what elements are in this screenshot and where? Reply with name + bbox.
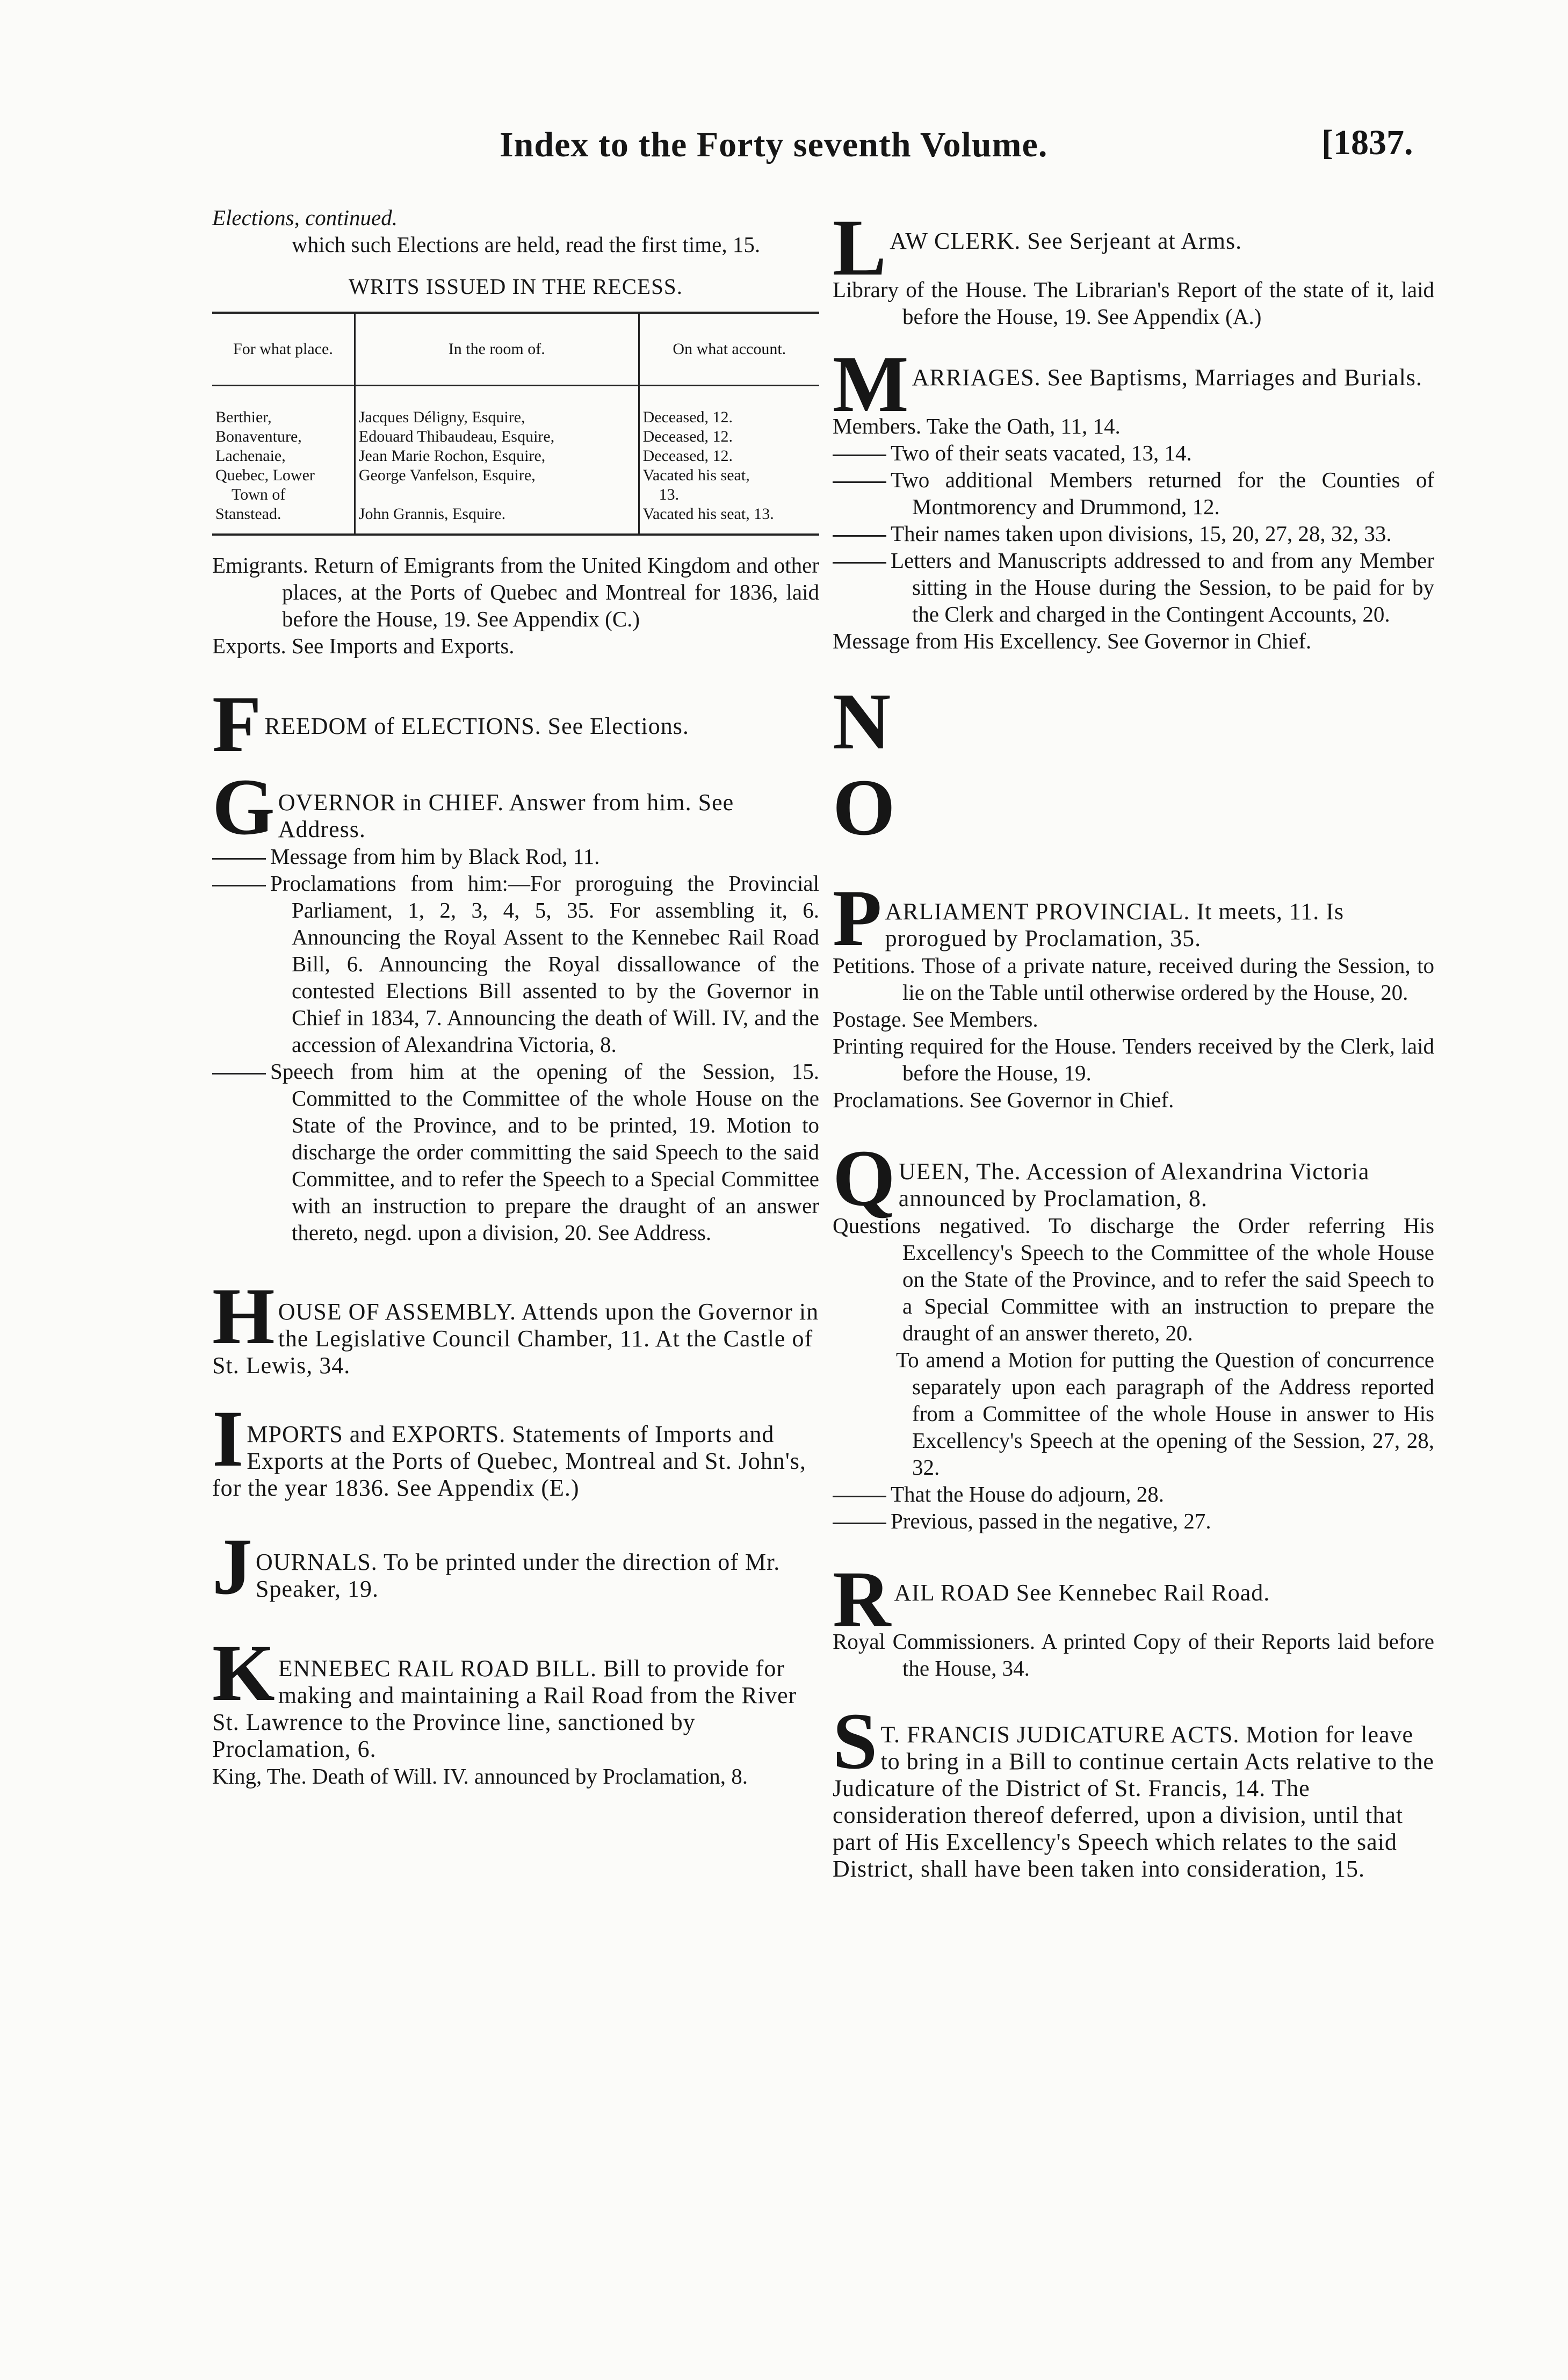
kennebec-section <box>212 1628 819 1763</box>
governor-item: Proclamations from him:—For proroguing the Provincial Parliament, 1, 2, 3, 4, 5, 35. For assembling it, 6. Announcing the Royal Assent to the Kennebec Rail Road Bill, 6. Announcing the Royal dissallowance of the contested Elections Bill assented to by the Governor in Chief in 1834, 7. Announcing the death of Will. IV, and the accession of Alexandrina Victoria, 8. <box>212 870 819 1058</box>
writs-heading: WRITS ISSUED IN THE RECESS. <box>349 274 683 299</box>
imports-entry: MPORTS and EXPORTS. Statements of Imports and Exports at the Ports of Quebec, Montreal and St. John's, for the year 1836. See Appendix (E.) <box>212 1421 806 1501</box>
places-cell <box>212 386 355 535</box>
governor-item: Message from him by Black Rod, 11. <box>212 843 819 870</box>
library-entry: Library of the House. The Librarian's Report of the state of it, laid before the House, 19. See Appendix (A.) <box>833 277 1434 329</box>
governor-section <box>212 762 819 1246</box>
members-item: Two of their seats vacated, 13, 14. <box>833 439 1434 466</box>
rail-entry: AIL ROAD See Kennebec Rail Road. <box>894 1580 1270 1606</box>
stfrancis-entry: T. FRANCIS JUDICATURE ACTS. Motion for leave to bring in a Bill to continue certain Acts relative to the Judicature of the District of St. Francis, 14. The consideration thereof deferred, upon a division, until that part of His Excellency's Speech which relates to the said District, shall have been taken into consideration, 15. <box>833 1721 1434 1882</box>
questions-adjourn: That the House do adjourn, 28. <box>833 1481 1434 1508</box>
place: Bonaventure, <box>215 428 302 445</box>
members-item: Their names taken upon divisions, 15, 20, 27, 28, 32, 33. <box>833 520 1434 547</box>
elections-continued-line: which such Elections are held, read the first time, 15. <box>292 232 761 257</box>
left-column <box>212 204 819 1790</box>
col-header-account: On what account. <box>639 313 819 386</box>
imports-section <box>212 1394 819 1502</box>
elections-continued: Elections, continued. <box>212 205 398 230</box>
drop-letter: J <box>212 1522 252 1611</box>
letter-n: N <box>833 677 891 766</box>
account: Deceased, 12. <box>642 447 733 465</box>
drop-letter: G <box>212 762 275 852</box>
account: Deceased, 12. <box>642 428 733 445</box>
proclamations-entry: Proclamations. See Governor in Chief. <box>833 1087 1174 1112</box>
queen-entry: UEEN, The. Accession of Alexandrina Victoria announced by Proclamation, 8. <box>898 1158 1370 1211</box>
questions-previous: Previous, passed in the negative, 27. <box>833 1508 1434 1534</box>
place: Quebec, Lower <box>215 466 315 484</box>
house-entry: OUSE OF ASSEMBLY. Attends upon the Governor in the Legislative Council Chamber, 11. At the Castle of St. Lewis, 34. <box>212 1299 819 1379</box>
drop-letter: Q <box>833 1134 895 1223</box>
drop-letter: H <box>212 1272 275 1361</box>
kennebec-entry: ENNEBEC RAIL ROAD BILL. Bill to provide for making and maintaining a Rail Road from the River St. Lawrence to the Province line, sanctioned by Proclamation, 6. <box>212 1655 797 1762</box>
account: Vacated his seat, 13. <box>642 505 774 523</box>
journals-section <box>212 1522 819 1611</box>
queen-section <box>833 1134 1434 1223</box>
king-entry: King, The. Death of Will. IV. announced by Proclamation, 8. <box>212 1764 748 1788</box>
right-column <box>833 203 1434 1883</box>
drop-letter: S <box>833 1697 878 1786</box>
col-header-place: For what place. <box>212 313 355 386</box>
account: 13. <box>659 486 680 503</box>
governor-item: Speech from him at the opening of the Session, 15. Committed to the Committee of the whole House on the State of the Province, and to be printed, 19. Motion to discharge the order committing the said Speech to the said Committee, and to refer the Speech to a Special Committee with an instruction to prepare the draught of an answer thereto, negd. upon a division, 20. See Address. <box>212 1058 819 1246</box>
journals-entry: OURNALS. To be printed under the direction of Mr. Speaker, 19. <box>256 1549 781 1602</box>
royal-entry: Royal Commissioners. A printed Copy of their Reports laid before the House, 34. <box>833 1629 1434 1681</box>
message-entry: Message from His Excellency. See Governor in Chief. <box>833 629 1312 653</box>
exports-entry: Exports. See Imports and Exports. <box>212 633 515 658</box>
house-section <box>212 1272 819 1379</box>
members-item: Letters and Manuscripts addressed to and from any Member sitting in the House during the Session, to be paid for by the Clerk and charged in the Contingent Accounts, 20. <box>833 547 1434 628</box>
account: Vacated his seat, <box>642 466 750 484</box>
room: George Vanfelson, Esquire, <box>358 466 536 484</box>
drop-letter: I <box>212 1394 244 1483</box>
letter-o: O <box>833 763 895 852</box>
law-entry: AW CLERK. See Serjeant at Arms. <box>890 228 1242 254</box>
questions-amend: To amend a Motion for putting the Question of concurrence separately upon each paragraph of the Address reported from a Committee of the whole House in answer to His Excellency's Speech at the opening of the Session, 27, 28, 32. <box>896 1347 1434 1480</box>
writs-table <box>212 312 819 536</box>
marriages-entry: ARRIAGES. See Baptisms, Marriages and Burials. <box>912 364 1422 391</box>
drop-letter: P <box>833 874 882 963</box>
rooms-cell <box>355 386 639 535</box>
page-title: Index to the Forty seventh Volume. <box>500 125 1048 164</box>
stfrancis-section <box>833 1697 1434 1883</box>
emigrants-entry: Emigrants. Return of Emigrants from the United Kingdom and other places, at the Ports of Quebec and Montreal for 1836, laid before the House, 19. See Appendix (C.) <box>212 553 819 631</box>
room: John Grannis, Esquire. <box>358 505 506 523</box>
parliament-entry: ARLIAMENT PROVINCIAL. It meets, 11. Is prorogued by Proclamation, 35. <box>885 898 1345 951</box>
accounts-cell <box>639 386 819 535</box>
room: Jacques Déligny, Esquire, <box>358 408 525 426</box>
members-item: Two additional Members returned for the Counties of Montmorency and Drummond, 12. <box>833 466 1434 520</box>
drop-letter: F <box>212 680 262 769</box>
account: Deceased, 12. <box>642 408 733 426</box>
petitions-entry: Petitions. Those of a private nature, received during the Session, to lie on the Table until otherwise ordered by the House, 20. <box>833 953 1434 1005</box>
room <box>359 485 635 504</box>
printing-entry: Printing required for the House. Tenders received by the Clerk, laid before the House, 19. <box>833 1034 1434 1085</box>
place: Town of <box>232 486 286 503</box>
law-section <box>833 203 1434 292</box>
freedom-section <box>212 680 819 769</box>
col-header-room: In the room of. <box>355 313 639 386</box>
drop-letter: K <box>212 1628 275 1718</box>
freedom-entry: REEDOM of ELECTIONS. See Elections. <box>264 713 689 739</box>
postage-entry: Postage. See Members. <box>833 1007 1038 1032</box>
governor-title: OVERNOR in CHIEF. Answer from him. See Address. <box>278 789 734 842</box>
drop-letter: L <box>833 203 887 292</box>
room: Jean Marie Rochon, Esquire, <box>358 447 546 465</box>
members-title: Members. Take the Oath, 11, 14. <box>833 414 1121 438</box>
place: Berthier, <box>215 408 272 426</box>
place: Stanstead. <box>215 505 281 523</box>
rail-section <box>833 1555 1434 1644</box>
drop-letter: R <box>833 1555 891 1644</box>
page-year: [1837. <box>1321 123 1413 162</box>
place: Lachenaie, <box>215 447 286 465</box>
room: Edouard Thibaudeau, Esquire, <box>358 428 555 445</box>
drop-letter: M <box>833 340 909 429</box>
parliament-section <box>833 874 1434 963</box>
questions-entry: Questions negatived. To discharge the Order referring His Excellency's Speech to the Committee of the whole House on the State of the Province, and to refer the said Speech to a Special Committee with an instruction to prepare the draught of an answer thereto, 20. <box>833 1213 1434 1345</box>
